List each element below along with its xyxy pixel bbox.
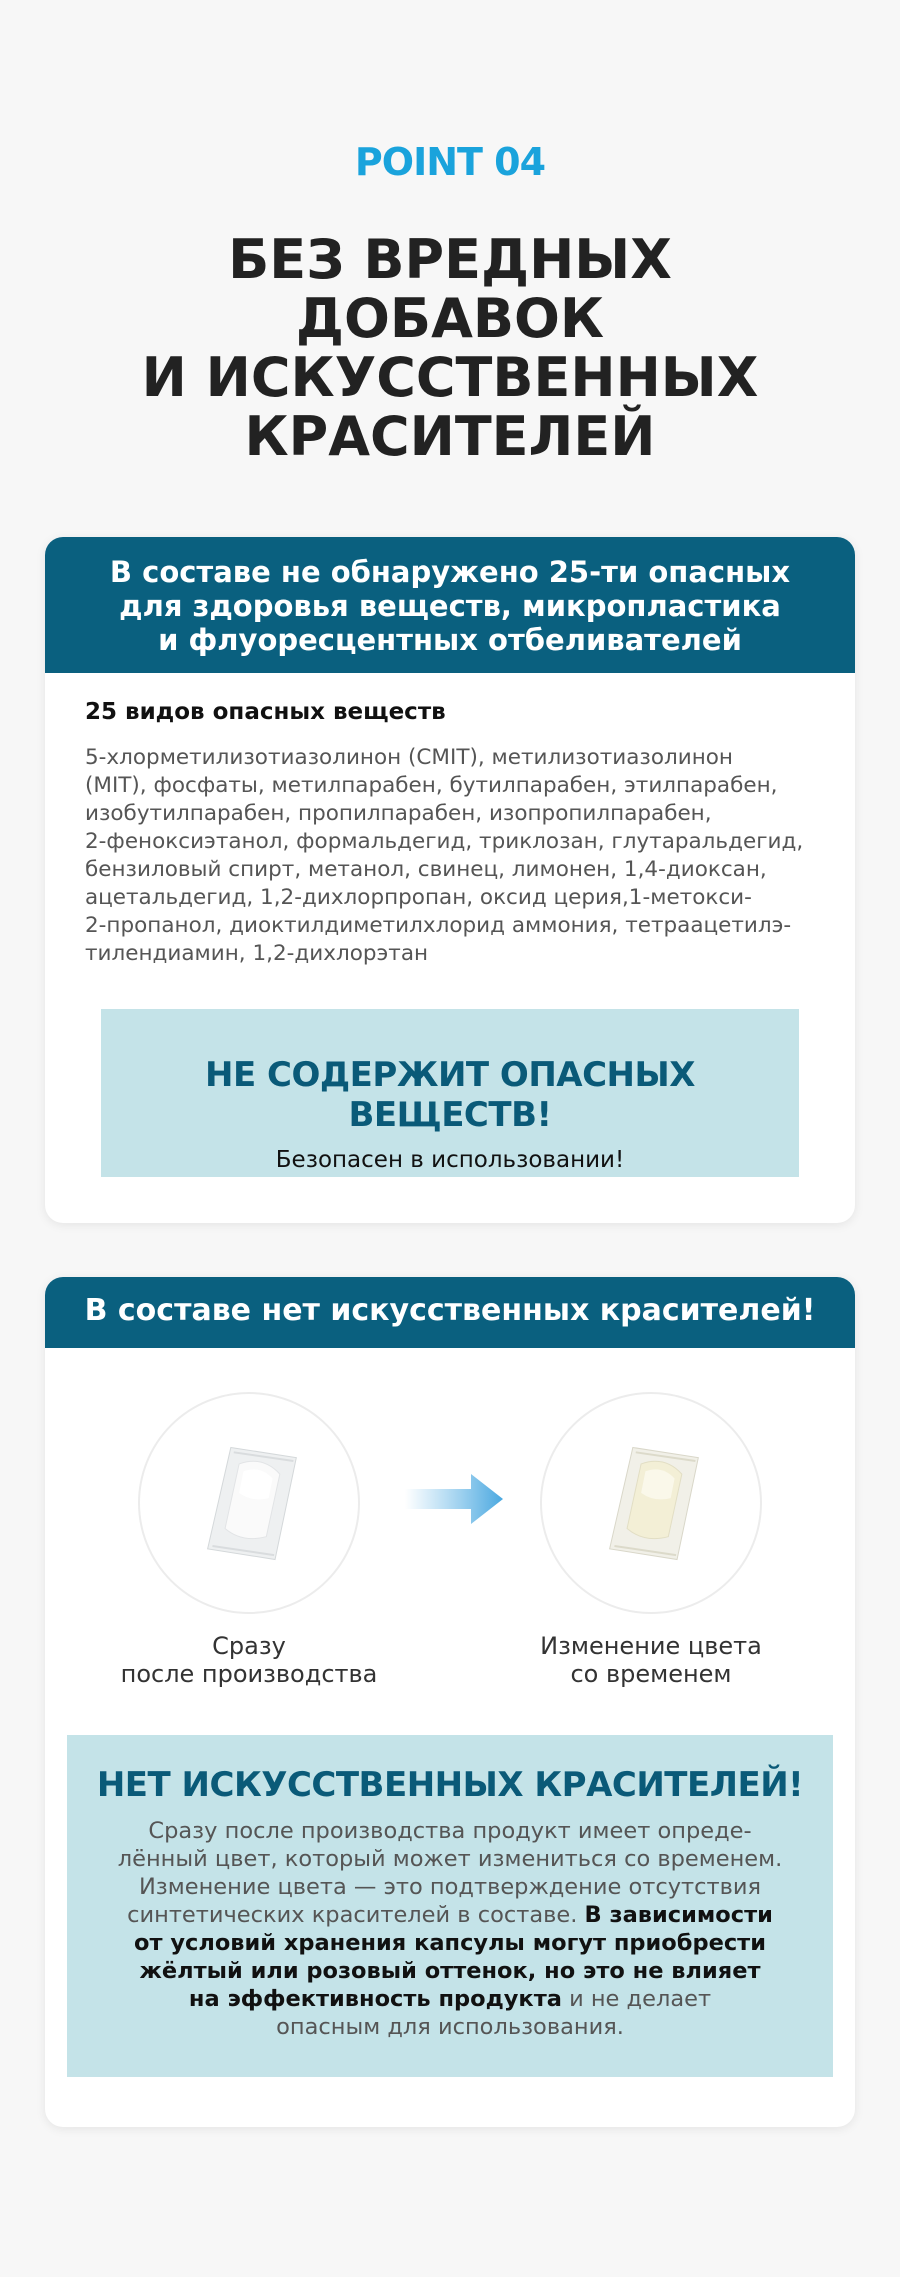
substances-list-text [85,744,825,968]
caption-aged [521,1632,781,1688]
caption-line: после производства [120,1660,378,1688]
no-dyes-card [45,1277,855,2127]
arrow-right-icon [405,1472,505,1526]
card-header: В составе нет искусственных красителей! [45,1277,855,1348]
hazardous-substances-card [45,537,855,1223]
substances-line: 2-феноксиэтанол, формальдегид, триклозан, глутаральдегид, [85,829,804,854]
dye-text-line: Изменение цвета — это подтверждение отсутствия [138,1874,762,1900]
dye-text-emphasis: жёлтый или розовый оттенок, но это не влияет [139,1958,761,1984]
card-header [45,537,855,673]
card-header-line: В составе не обнаружено 25-ти опасных [109,555,791,589]
substances-line: 2-пропанол, диоктилдиметилхлорид аммония, тетраацетилэ- [85,913,792,938]
substances-line: бензиловый спирт, метанол, свинец, лимонен, 1,4-диоксан, [85,857,767,882]
card-header-line: и флуоресцентных отбеливателей [158,623,742,657]
capsule-aged-circle [540,1392,762,1614]
dye-text-segment: синтетических красителей в составе. [127,1902,585,1928]
point-label: POINT 04 [354,140,546,184]
safe-title: НЕ СОДЕРЖИТ ОПАСНЫХ ВЕЩЕСТВ! [205,1055,695,1135]
headline-line: КРАСИТЕЛЕЙ [244,405,656,468]
dye-text-line [67,1985,833,2013]
substances-line: тилендиамин, 1,2-дихлорэтан [85,941,429,966]
dye-text-emphasis: на эффективность продукта [188,1986,562,2012]
substances-line: 5-хлорметилизотиазолинон (CMIT), метилизотиазолинон [85,745,733,770]
page-headline [0,230,900,466]
dye-text-line [67,1901,833,1929]
dye-text-segment: и не делает [561,1986,712,2012]
capsule-yellowish-icon [601,1436,705,1569]
dye-text-line: Сразу после производства продукт имеет опреде- [148,1818,752,1844]
capsule-white-icon [199,1436,303,1569]
caption-line: Сразу [212,1632,286,1660]
headline-line: ДОБАВОК [295,287,605,350]
dye-text-line: лённый цвет, который может измениться со временем. [117,1846,783,1872]
no-dyes-title: НЕТ ИСКУССТВЕННЫХ КРАСИТЕЛЕЙ! [96,1765,804,1805]
safe-callout-box [101,1009,799,1177]
dye-text-emphasis: В зависимости [584,1902,773,1928]
substances-line: (MIT), фосфаты, метилпарабен, бутилпарабен, этилпарабен, [85,773,778,798]
substances-line: изобутилпарабен, пропилпарабен, изопропилпарабен, [85,801,712,826]
no-dyes-callout-box [67,1735,833,2077]
substances-line: ацетальдегид, 1,2-дихлорпропан, оксид церия,1-метокси- [85,885,752,910]
substances-list-title: 25 видов опасных веществ [85,699,446,725]
headline-line: БЕЗ ВРЕДНЫХ [228,228,672,291]
safe-subtitle: Безопасен в использовании! [275,1147,625,1173]
caption-line: Изменение цвета [540,1632,762,1660]
headline-line: И ИСКУССТВЕННЫХ [141,346,759,409]
dye-text-line: опасным для использования. [276,2014,624,2040]
no-dyes-text [67,1817,833,2041]
dye-text-emphasis: от условий хранения капсулы могут приобрести [134,1930,766,1956]
caption-fresh [119,1632,379,1688]
caption-line: со временем [570,1660,732,1688]
card-header-line: для здоровья веществ, микропластика [119,589,781,623]
capsule-fresh-circle [138,1392,360,1614]
